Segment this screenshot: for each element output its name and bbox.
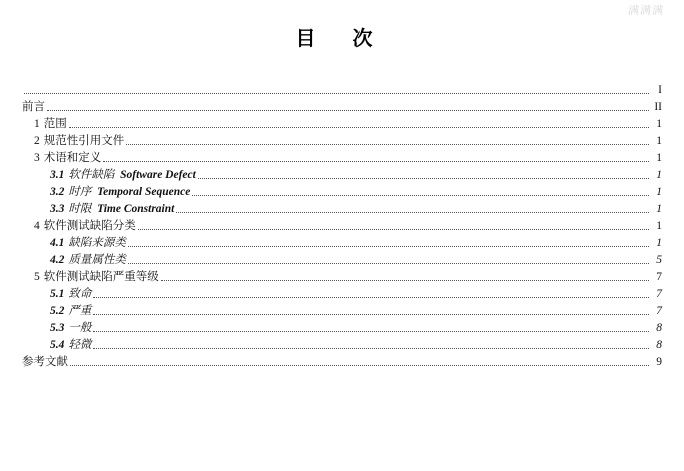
toc-leader-dots bbox=[93, 313, 649, 315]
toc-entry-number: 5.1 bbox=[50, 287, 65, 300]
toc-entry-number: 5.2 bbox=[50, 304, 65, 317]
toc-entry-label bbox=[34, 136, 124, 148]
toc-leader-dots bbox=[128, 245, 649, 247]
toc-entry[interactable] bbox=[22, 283, 662, 300]
toc-entry[interactable] bbox=[22, 147, 662, 164]
toc-entry-label bbox=[22, 357, 68, 369]
toc-entry[interactable] bbox=[22, 181, 662, 198]
toc-page-number: 8 bbox=[656, 338, 662, 351]
toc-page-number: 7 bbox=[656, 287, 662, 300]
toc-entry-number: 3.2 bbox=[50, 185, 65, 198]
toc-leader-dots bbox=[24, 92, 649, 94]
toc-entry[interactable] bbox=[22, 317, 662, 334]
toc-entry-title: 参考文献 bbox=[22, 355, 68, 368]
toc-leader-dots bbox=[47, 109, 649, 111]
toc-entry-title: 质量属性类 bbox=[68, 253, 126, 266]
toc-entry[interactable] bbox=[22, 334, 662, 351]
toc-entry-label bbox=[50, 289, 91, 301]
toc-page-number: 1 bbox=[656, 236, 662, 249]
toc-entry-label bbox=[50, 340, 91, 352]
toc-page-number: 1 bbox=[656, 117, 662, 130]
toc-entry-number: 5.3 bbox=[50, 321, 65, 334]
toc-page-number: II bbox=[654, 100, 662, 113]
toc-page-number: I bbox=[658, 83, 662, 96]
toc-entry-title: 软件测试缺陷分类 bbox=[43, 219, 136, 232]
toc-entry[interactable] bbox=[22, 249, 662, 266]
table-of-contents bbox=[22, 79, 662, 368]
toc-entry-title-en: Software Defect bbox=[120, 168, 196, 181]
page-title: 目 次 bbox=[295, 28, 389, 50]
toc-leader-dots bbox=[93, 296, 649, 298]
toc-leader-dots bbox=[93, 330, 649, 332]
toc-entry-title: 术语和定义 bbox=[43, 151, 102, 164]
toc-entry-label bbox=[50, 323, 91, 335]
toc-entry-label bbox=[50, 255, 126, 267]
toc-entry-label bbox=[50, 170, 196, 182]
toc-entry[interactable] bbox=[22, 79, 662, 96]
toc-entry-label bbox=[34, 153, 101, 165]
toc-entry[interactable] bbox=[22, 130, 662, 147]
toc-entry-number: 4.2 bbox=[50, 253, 65, 266]
toc-entry-title: 严重 bbox=[68, 304, 92, 317]
toc-leader-dots bbox=[70, 364, 649, 366]
toc-page-number: 1 bbox=[656, 134, 662, 147]
toc-entry-number: 3.3 bbox=[50, 202, 65, 215]
toc-entry-title: 轻微 bbox=[68, 338, 92, 351]
toc-page-number: 1 bbox=[656, 151, 662, 164]
toc-page-number: 1 bbox=[656, 202, 662, 215]
toc-entry-label bbox=[34, 272, 159, 284]
toc-page-number: 8 bbox=[656, 321, 662, 334]
toc-page-number: 5 bbox=[656, 253, 662, 266]
toc-entry-title: 规范性引用文件 bbox=[43, 134, 125, 147]
toc-page-number: 7 bbox=[656, 304, 662, 317]
toc-entry-label bbox=[50, 204, 174, 216]
toc-entry-title-en: Time Constraint bbox=[97, 202, 175, 215]
toc-entry[interactable] bbox=[22, 113, 662, 130]
toc-entry-title: 软件缺陷 bbox=[68, 168, 115, 181]
toc-entry[interactable] bbox=[22, 96, 662, 113]
toc-entry-number: 3.1 bbox=[50, 168, 65, 181]
toc-entry-title: 致命 bbox=[68, 287, 92, 300]
toc-leader-dots bbox=[103, 160, 649, 162]
toc-entry[interactable] bbox=[22, 164, 662, 181]
toc-entry-number: 2 bbox=[34, 134, 40, 147]
toc-entry-title: 一般 bbox=[68, 321, 92, 334]
toc-entry[interactable] bbox=[22, 215, 662, 232]
toc-entry-title: 时序 bbox=[68, 185, 92, 198]
toc-entry[interactable] bbox=[22, 266, 662, 283]
toc-leader-dots bbox=[192, 194, 649, 196]
toc-entry[interactable] bbox=[22, 232, 662, 249]
toc-entry-number: 3 bbox=[34, 151, 40, 164]
toc-leader-dots bbox=[176, 211, 649, 213]
toc-leader-dots bbox=[161, 279, 649, 281]
toc-entry[interactable] bbox=[22, 300, 662, 317]
toc-entry-label bbox=[50, 238, 126, 250]
toc-leader-dots bbox=[93, 347, 649, 349]
toc-entry-title-en: Temporal Sequence bbox=[97, 185, 191, 198]
watermark-text: 满满满 bbox=[627, 5, 665, 17]
toc-entry-label bbox=[34, 119, 67, 131]
toc-leader-dots bbox=[69, 126, 649, 128]
toc-entry[interactable] bbox=[22, 198, 662, 215]
toc-entry-label bbox=[50, 187, 190, 199]
toc-entry-number: 5.4 bbox=[50, 338, 65, 351]
toc-page-number: 7 bbox=[656, 270, 662, 283]
toc-page-number: 9 bbox=[656, 355, 662, 368]
toc-entry-title: 前言 bbox=[22, 100, 45, 113]
toc-page-number: 1 bbox=[656, 185, 662, 198]
toc-entry-label bbox=[34, 221, 136, 233]
toc-entry-number: 1 bbox=[34, 117, 40, 130]
toc-entry-title: 时限 bbox=[68, 202, 92, 215]
toc-entry[interactable] bbox=[22, 351, 662, 368]
toc-page-number: 1 bbox=[656, 219, 662, 232]
toc-entry-label bbox=[50, 306, 91, 318]
toc-entry-number: 4 bbox=[34, 219, 40, 232]
toc-entry-title: 范围 bbox=[43, 117, 67, 130]
toc-leader-dots bbox=[126, 143, 649, 145]
toc-leader-dots bbox=[198, 177, 649, 179]
toc-leader-dots bbox=[138, 228, 649, 230]
toc-leader-dots bbox=[128, 262, 649, 264]
toc-entry-number: 4.1 bbox=[50, 236, 65, 249]
toc-entry-title: 缺陷来源类 bbox=[68, 236, 126, 249]
toc-entry-title: 软件测试缺陷严重等级 bbox=[43, 270, 159, 283]
toc-page-number: 1 bbox=[656, 168, 662, 181]
toc-entry-label bbox=[22, 102, 45, 114]
toc-entry-number: 5 bbox=[34, 270, 40, 283]
